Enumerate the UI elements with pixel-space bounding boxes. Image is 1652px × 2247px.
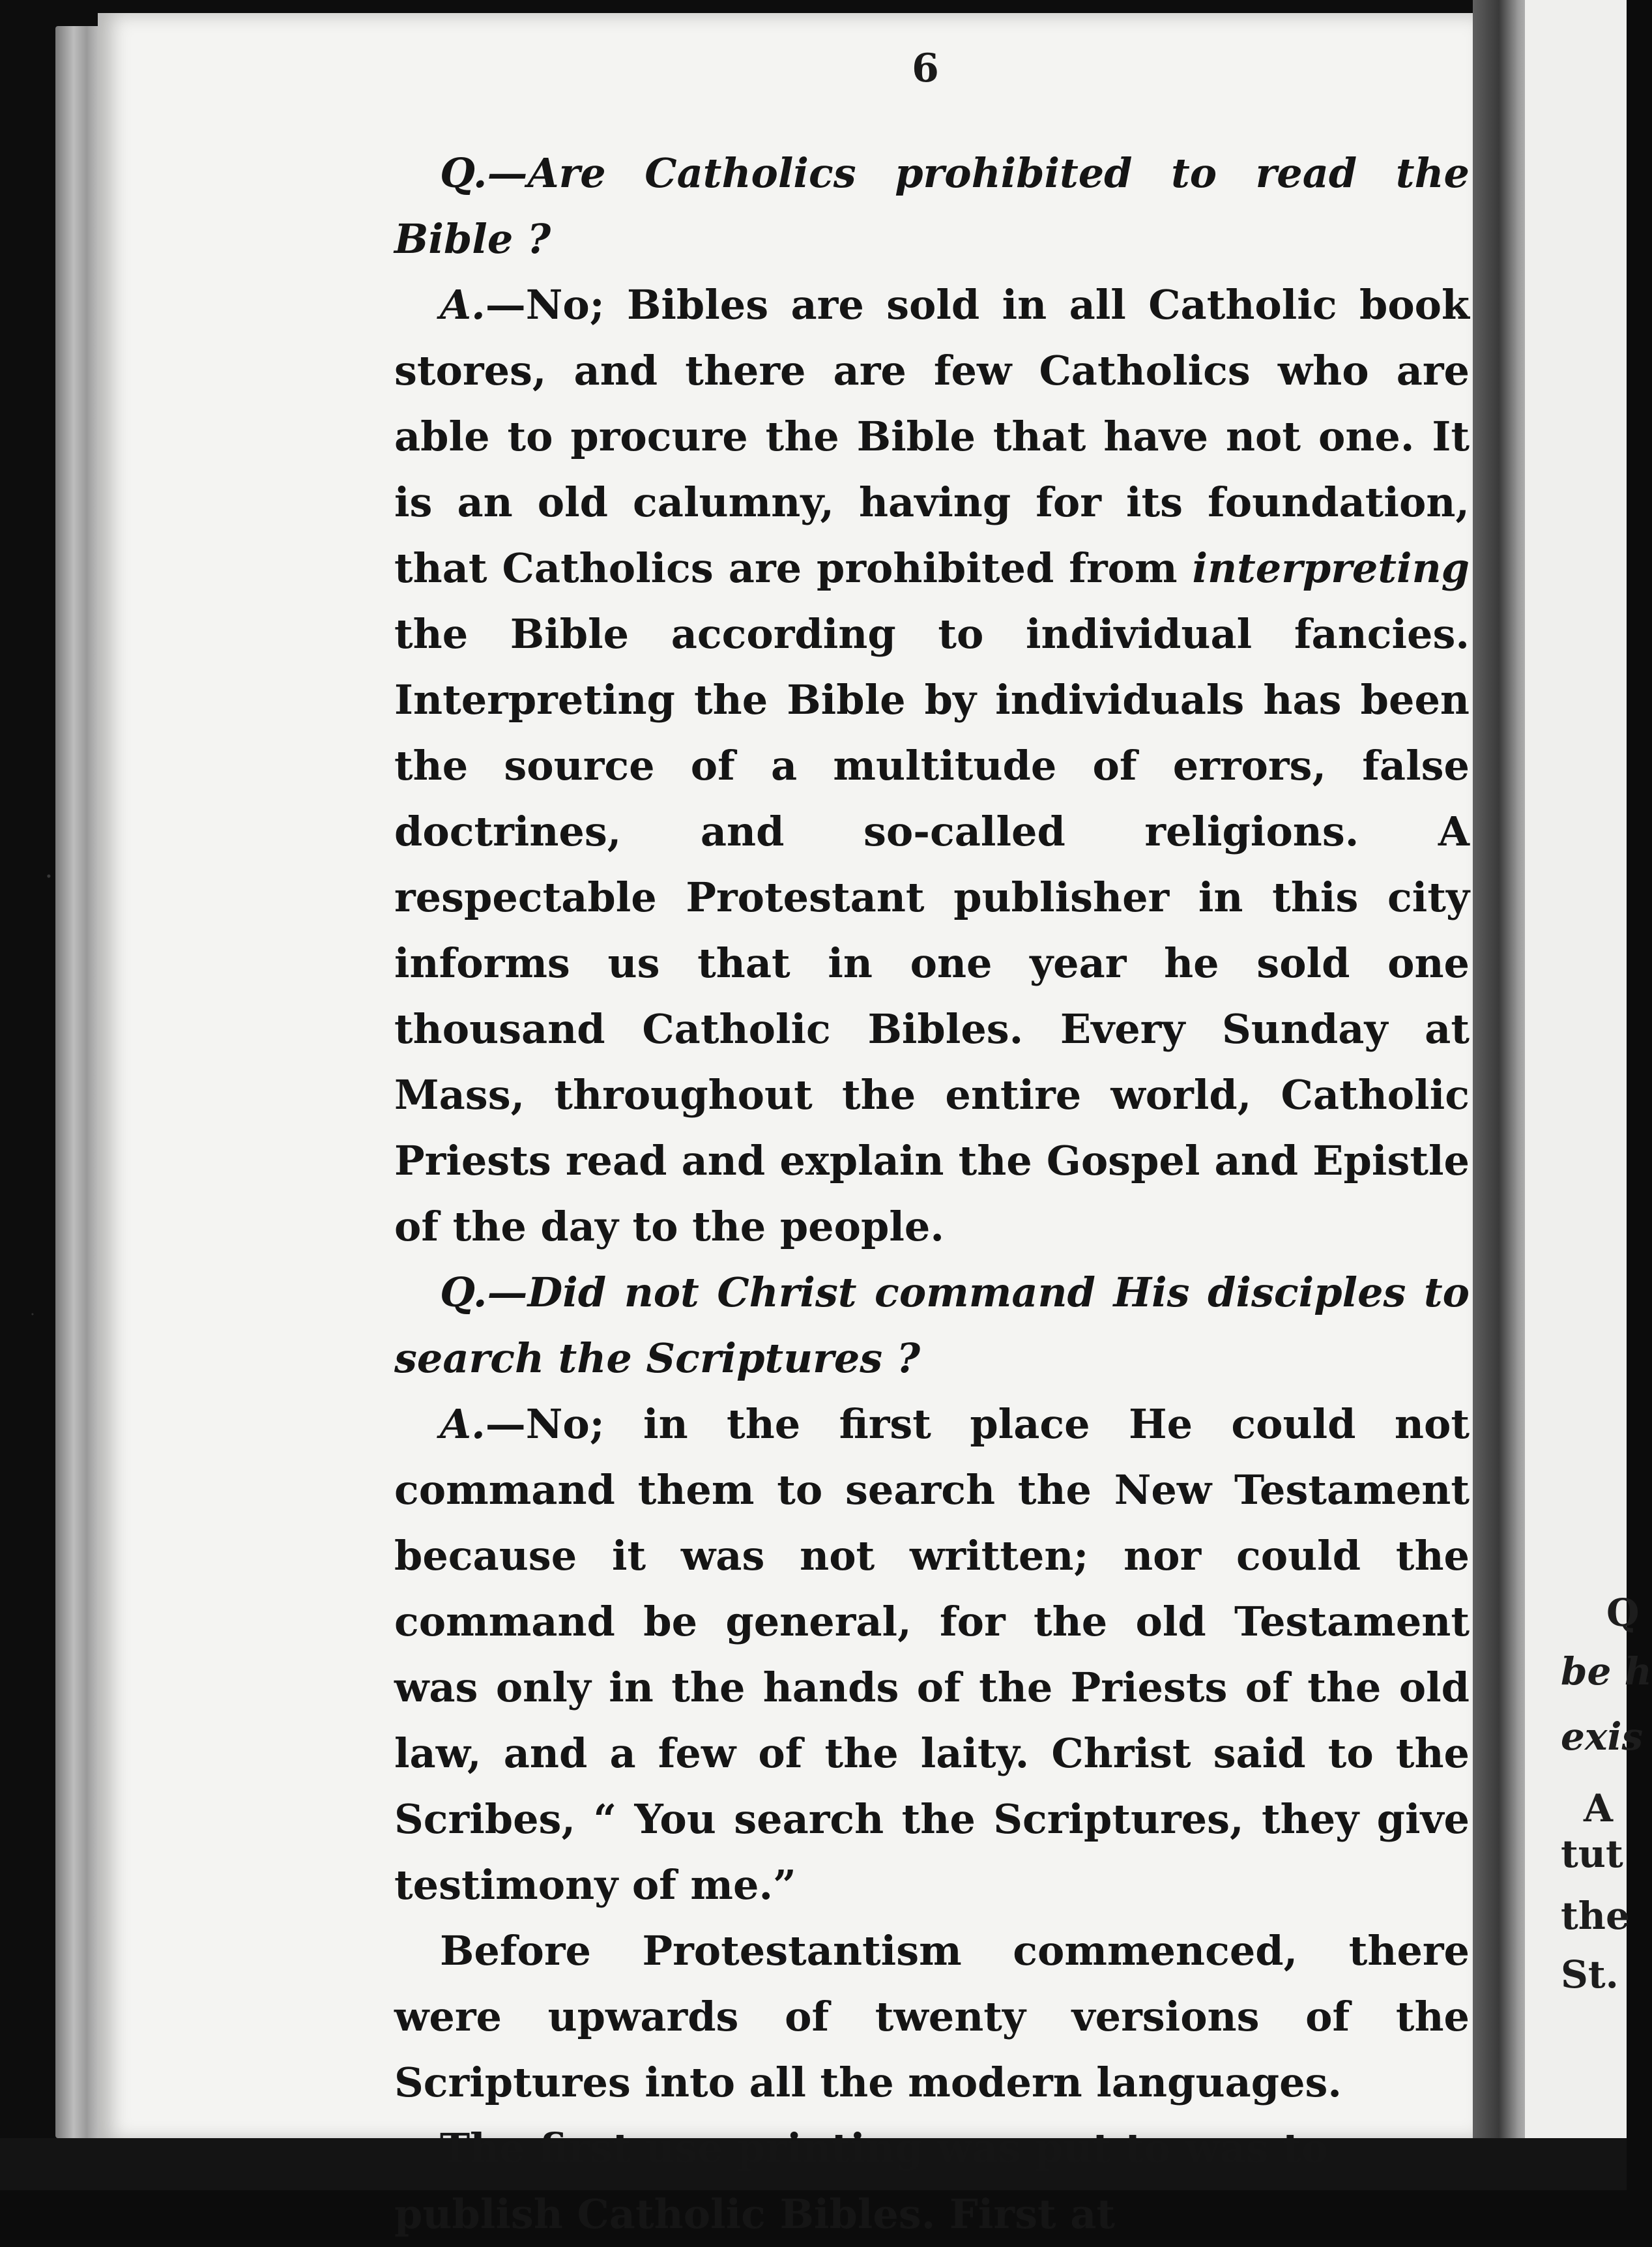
answer-marker: A. xyxy=(440,1400,485,1448)
next-page-line: A xyxy=(1584,1786,1614,1830)
paragraph-printing: The first use printing was put to was to publish Catholic Bibles. First at xyxy=(394,2124,1329,2238)
next-page-q-marker: Q xyxy=(1606,1591,1640,1635)
next-page-line: the xyxy=(1561,1894,1630,1938)
adjacent-page xyxy=(1525,0,1652,2164)
question-marker: Q. xyxy=(440,1269,487,1316)
page-text xyxy=(394,140,1470,2247)
question-text: —Did not Christ command His disciples to search the Scriptures ? xyxy=(394,1269,1470,1382)
next-page-line: exis xyxy=(1561,1714,1644,1759)
answer-text-continued: the Bible according to individual fancies. Interpreting the Bible by individuals has been the source of a multitude of errors, false doctrines, and so-called religions. A respectable Protestant publisher in this city informs us that in one year he sold one thousand Catholic Bibles. Every Sunday at Mass, throughout the entire world, Catholic Priests read and explain the Gospel and Epistle of the day to the people. xyxy=(394,610,1470,1250)
answer-2 xyxy=(394,1391,1470,1918)
question-marker: Q. xyxy=(440,149,487,197)
emphasized-word: interpreting xyxy=(1192,544,1470,592)
question-2 xyxy=(394,1259,1470,1391)
paragraph-versions: Before Protestantism commenced, there were upwards of twenty versions of the Scriptures into all the modern languages. xyxy=(394,1927,1470,2106)
answer-marker: A. xyxy=(440,281,485,329)
answer-text: —No; Bibles are sold in all Catholic book stores, and there are few Catholics who are able to procure the Bible that have not one. It is an old calumny, having for its foundation, that Catholics are prohibited from xyxy=(394,281,1470,592)
answer-1 xyxy=(394,272,1470,1259)
page-number: 6 xyxy=(912,46,939,91)
next-page-line: St. xyxy=(1561,1952,1619,1997)
answer-text: —No; in the first place He could not command them to search the New Testament because it was not written; nor could the command be general, for the old Testament was only in the hands of the Priests of the old law, and a few of the laity. Christ said to the Scribes, “ You search the Scriptures, they give testimony of me.” xyxy=(394,1400,1470,1909)
question-text: —Are Catholics prohibited to read the Bible ? xyxy=(394,149,1470,263)
next-page-line: be h xyxy=(1561,1649,1652,1694)
next-page-line: tut xyxy=(1561,1832,1623,1876)
question-1 xyxy=(394,140,1470,272)
